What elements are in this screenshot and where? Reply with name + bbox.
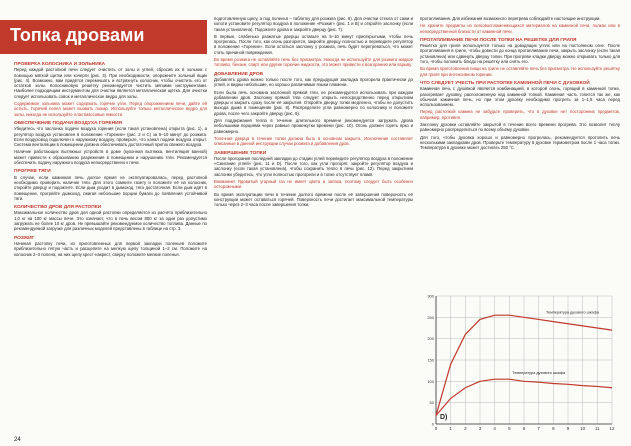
warning-paragraph: Внимание! Ядовитый угарный газ не имеет цвета и запаха, поэтому следует быть особенно осторожными. — [214, 179, 413, 190]
paragraph: протапливания. Для избежания возможного перегрева соблюдайте настоящие инструкции. — [420, 16, 601, 21]
y-tick-label: 0 — [431, 421, 434, 427]
x-tick-label: 7 — [537, 426, 540, 431]
series-label: Температура духового шкафа — [512, 371, 566, 376]
title-banner — [0, 20, 207, 54]
x-tick-label: 12 — [609, 426, 615, 431]
paragraph: После прогорания последней закладки до стадии углей переведите регулятор воздуха в положение «Сжигание углей» (рис. 11 и D). После того, как угли прогорят, закройте регулятор воздуха и заслонку (если такая установлена), чтобы сохранить тепло в печи (рис. 12). Перед закрытием заслонки убедитесь, что угли полностью прогорели и в топке отсутствует пламя. — [214, 155, 413, 177]
paragraph: Если была печь основана заслонкой прямой тяги, ее рекомендуется использовать при каждом добавлении дров. Заслонку прямой тяги следует открыть непосредственно перед открытием дверцы и закрыть сразу после её закрытия. Откройте дверцу топки медленно, чтобы не допустить выхода дыма в помещение (рис. 8). Распределите угли равномерно по колоснику и положите дрова, после чего закройте дверцу (рис. 9). — [214, 89, 413, 116]
paragraph: Начиная растопку печи, из приготовленных для первой закладки поленьев положите приблизительно пятую часть и расщепите на мелкую щепу толщиной 1–2 см. Положите на колосник 2–3 полена, на них щепу крест-накрест, сверху положите мелкие поленья. — [14, 240, 207, 257]
y-tick-label: 50 — [429, 400, 434, 406]
paragraph: Наличие работающих вытяжных устройств в доме (кухонная вытяжка, вентиляция ванной) может привести к образованию разрежения в помещении и нарушению тяги. Рекомендуется обеспечить подачу наружного воздуха непосредственно к печи. — [14, 149, 207, 166]
paragraph: Для поддержания тепла в течение длительного времени рекомендуется загружать дрова небольшими порциями через равные промежутки времени (рис. 10). Огонь должен гореть ярко и равномерно. — [214, 118, 413, 134]
warning-paragraph: Во время приготовления пищи на гриле не оставляйте печь без присмотра. Не используйте решётку для гриля при интенсивном горении. — [420, 66, 620, 77]
paragraph: В случае, если каминная печь долгое время не эксплуатировалась, перед растопкой необходимо проверить наличие тяги. Для этого сомните газету и положите её на колосник, откройте дверцу и подожгите. Если дым уходит в дымоход, тяга достаточная. Если дым идёт в помещение, прогрейте дымоход, сжигая небольшие порции бумаги до появления устойчивой тяги. — [14, 174, 207, 201]
paragraph: Добавлять дрова можно только после того, как предыдущая закладка прогорела практически до углей, и видны небольшие, но хорошо различимые языки пламени. — [214, 76, 413, 88]
y-tick-label: 200 — [427, 336, 434, 342]
section-heading: ЧТО СЛЕДУЕТ УЧЕСТЬ ПРИ РАСТОПКЕ КАМИННОЙ ПЕЧИ С ДУХОВКОЙ — [420, 80, 590, 86]
warning-paragraph: Во время розжига не оставляйте печь без присмотра. Никогда не используйте для розжига жидкое топливо, бензин, спирт или другие горючие жидкости, это может привести к возгоранию или взрыву. — [214, 57, 413, 68]
text-column-left — [14, 58, 207, 434]
page-number: 24 — [14, 437, 21, 443]
warning-paragraph: Топочная дверца в течение топки должна быть в основном закрыта. Исключение составляет описанные в данной инструкции случаи розжига и добавления дров. — [214, 135, 413, 147]
temperature-chart — [422, 288, 627, 441]
y-tick-label: 150 — [427, 357, 434, 363]
panel-letter: D) — [440, 414, 448, 421]
section-heading: ПРОВЕРКА КОЛОСНИКА И ЗОЛЬНИКА — [14, 62, 106, 67]
section-heading: ЗАВЕРШЕНИЕ ТОПКИ — [214, 150, 267, 156]
page-title: Топка дровами — [10, 25, 145, 45]
paragraph: подготовленную щепу, а под поленья – таблетку для розжига (рис. 6). Для очистки стекла от сажи и копоти установите регулятор воздуха в положение «Розжиг» (рис. 1 и B) и откройте заслонку (если такая установлена). Подожгите дрова и закройте дверцу (рис. 7). — [214, 16, 413, 32]
section-heading: ПРОТАПЛИВАНИЕ ПЕЧИ ПОСЛЕ ТОПКИ НА РЕШЕТКЕ ДЛЯ ГРИЛЯ — [420, 37, 577, 43]
section-heading: ОБЕСПЕЧЕНИЕ ПОДАЧИ ВОЗДУХА ГОРЕНИЯ — [14, 120, 122, 126]
paragraph: Убедитесь что заслонка подачи воздуха горения (если такая установлена) открыта (рис. 1), а регулятор воздуха установлен в положение «Горение» (рис. 2 и C) за 5–10 минут до розжига. Если воздуховод подключен к наружному воздуху, проверьте, что канал подачи воздуха открыт. Система вентиляции в помещении должна обеспечивать достаточный приток свежего воздуха. — [14, 126, 207, 148]
x-tick-label: 9 — [566, 426, 570, 431]
warning-paragraph: Не храните предметы из легковоспламеняющихся материалов на каминной печи, полках или в непосредственной близости от каминной печи. — [420, 23, 620, 34]
warning-paragraph: Содержимое зольника может содержать горячие угли. Перед опорожнением печи, дайте ей остыть. Горячий пепел может вызвать пожар. Используйте только металлическое ведро для золы, никогда не используйте пластмассовые ёмкости. — [14, 101, 207, 117]
y-tick-label: 300 — [427, 293, 434, 299]
section-heading: КОЛИЧЕСТВО ДРОВ ДЛЯ РАСТОПКИ — [14, 205, 102, 211]
x-tick-label: 8 — [552, 426, 555, 431]
x-tick-label: 2 — [464, 426, 467, 431]
paragraph: Во время эксплуатации печи в течение долгого времени после её завершения поверхность её конструкции может оставаться горячей. Поверхность печи достигает максимальной температуры только через 2–3 часа после завершения топки. — [214, 191, 413, 208]
x-tick-label: 11 — [594, 426, 600, 431]
warning-paragraph: Перед растопкой камина не забудьте проверить, что в духовке нет посторонних предметов, например, противня. — [420, 109, 620, 120]
x-tick-label: 6 — [522, 426, 526, 431]
paragraph: Для того, чтобы духовка хорошо и равномерно прогрелась, рекомендуется протопить печь несколькими закладками дров. Проверьте температуру в духовке термометром после 1 часа топки. Температура в духовке может достигать 250 °C. — [420, 134, 620, 151]
paragraph: Заслонку духовки оставляйте закрытой в течение всего времени прогрева. Это позволит теплу равномерно распределиться по всему объёму духовки. — [420, 122, 620, 133]
paragraph: Каминная печь с духовкой является комбинацией, в которой огонь, горящий в каминной топке, разогревает духовку, расположенную над каминной топкой. Каминная часть топится так же, как обычная каминная печь, но при этом духовку необходимо прогреть за 1–1,5 часа перед использованием. — [420, 86, 620, 108]
x-tick-label: 0 — [434, 426, 438, 431]
paragraph: Решётка для гриля используется только на доводящих углях или на постоянном огне. После протапливания в гриле, чтобы довести до конца протапливание печи, закрыть заслонку (если такая установлена) или сдвинуть дверцу топки. При прогреве кладки дверцу можно открывать только для того, чтобы положить блюдо на решётку или снять его. — [420, 43, 620, 65]
section-heading: РОЗЖИГ — [14, 235, 35, 241]
x-tick-label: 1 — [449, 426, 452, 431]
series-label: Температура духового шкафа — [546, 310, 599, 315]
x-tick-label: 5 — [508, 426, 511, 431]
x-tick-label: 10 — [580, 426, 586, 431]
text-column-middle — [214, 16, 413, 434]
paragraph: В первые, слабенько разжатые дверцы оставьте на 5–10 минут приоткрытыми, чтобы печь прогрелась. После того, как огонь разгорится, закройте дверцу полностью и переведите регулятор в положение «Горение». Если остаться заслонку у розжига, печь будет перегреваться, что может стать причиной повреждения. — [214, 33, 413, 55]
x-tick-label: 4 — [493, 426, 496, 431]
y-tick-label: 250 — [427, 314, 434, 320]
section-heading: ДОБАВЛЕНИЕ ДРОВ — [214, 71, 263, 77]
section-heading: ПРОГРЕВ ТЯГИ — [14, 169, 51, 175]
x-tick-label: 3 — [478, 426, 482, 431]
paragraph: Максимальное количество дров для одной растопки определяется из расчёта приблизительно 1,0 кг на 100 кг массы печи. Это означает, что в печь весом 800 кг за один раз допустимо загружать не более 10 кг дров. Не превышайте рекомендуемое количество топлива. Данные по рекомендуемой загрузке для различных моделей представлены в таблице на стр. 3. — [14, 210, 207, 232]
paragraph: Перед каждой растопкой печи следует очистить от золы и углей, сбросив их в зольник с помощью мягкой щетки или кочерги (рис. 3). При необходимости, опорожните зольный ящик (рис. 4). Возможно, вам придётся перемешать и встряхнуть колосник, чтобы очистить его от остатков золы. Колосниковую решётку рекомендуется чистить мягкими инструментами. Наиболее подходящим инструментом для очистки является металлическая щётка. Для очистки следует использовать совок и металлическое ведро для золы. — [14, 67, 207, 99]
y-tick-label: 100 — [427, 378, 434, 384]
